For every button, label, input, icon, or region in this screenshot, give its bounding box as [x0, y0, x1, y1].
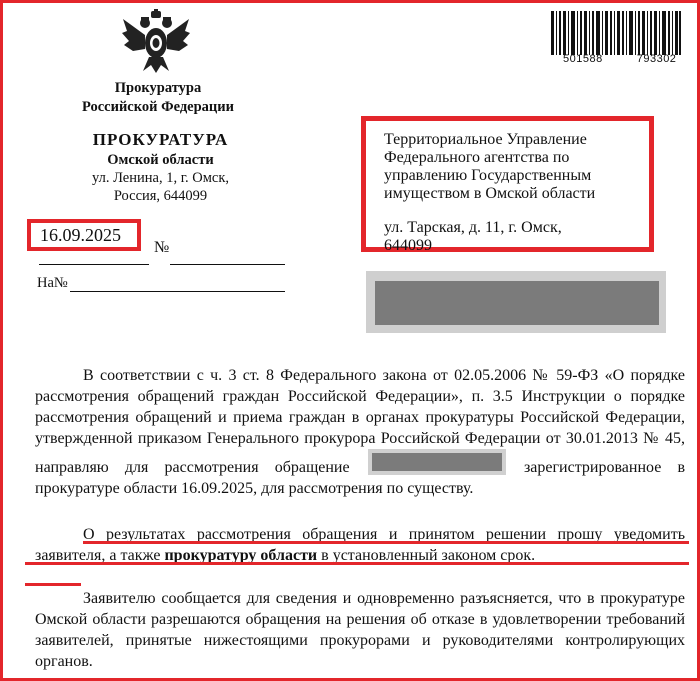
body-paragraph-3: [35, 588, 685, 672]
recipient-street: ул. Тарская, д. 11, г. Омск,: [384, 219, 562, 236]
barcode-numbers: [563, 53, 700, 65]
barcode-number-2: 793302: [636, 53, 677, 65]
sender-address-line1: ул. Ленина, 1, г. Омск,: [91, 170, 230, 186]
document-date: 16.09.2025: [27, 219, 141, 251]
barcode-number-1: 501588: [563, 53, 603, 65]
body-p1-text-b: зарегистрированное в прокуратуре области 16.09.2025, для рассмотрения по существу.: [35, 459, 686, 497]
sender-org-line2: Российской Федерации: [81, 99, 234, 115]
body-paragraph-2: [35, 524, 685, 566]
sender-block: [43, 129, 278, 205]
barcode-icon: [551, 11, 681, 55]
body-p3-text: Заявителю сообщается для сведения и одновременно разъясняется, что в прокуратуре Омской области разрешаются обращения на решения об отказе в удовлетворении требований заявителей, принятые нижестоящими прокурорами и руководителями контролирующих органов.: [35, 590, 685, 670]
sender-header: [53, 79, 263, 117]
highlight-underline-2: [25, 562, 689, 565]
sender-region: Омской области: [107, 152, 214, 168]
body-paragraph-1: [35, 365, 685, 499]
highlight-underline-1: [83, 541, 689, 544]
highlight-underline-3: [25, 583, 81, 586]
body-p2-text-b: в установленный законом срок.: [317, 547, 536, 564]
recipient-line4: имуществом в Омской области: [384, 185, 596, 202]
sender-title: ПРОКУРАТУРА: [92, 130, 229, 149]
recipient-address: [361, 116, 654, 252]
number-label: №: [154, 239, 170, 256]
body-p1-text-a: В соответствии с ч. 3 ст. 8 Федерального закона от 02.05.2006 № 59-ФЗ «О порядке рассмотрения обращений граждан Российской Федерации», п. 3.5 Инструкции о порядке рассмотрения обращений и приема граждан в органах прокуратуры Российской Федерации, утвержденной приказом Генерального прокурора Российской Федерации от 30.01.2013 № 45, направляю для рассмотрения обращение: [35, 367, 685, 476]
reply-to-underline: [70, 291, 285, 292]
redacted-block: [375, 281, 659, 325]
reply-to-label: На№: [37, 275, 68, 291]
recipient-line2: Федерального агентства по: [384, 149, 570, 166]
sender-address-line2: Россия, 644099: [113, 188, 208, 204]
body-p2-text-a: О результатах рассмотрения обращения и принятом решении прошу уведомить заявителя, а также: [35, 526, 685, 564]
date-underline: [39, 264, 149, 265]
recipient-line1: Территориальное Управление: [384, 131, 587, 148]
inline-redaction: [368, 449, 506, 475]
double-headed-eagle-icon: [121, 9, 191, 75]
body-p2-bold: прокуратуру области: [164, 547, 318, 564]
recipient-line3: управлению Государственным: [384, 167, 592, 184]
sender-org-line1: Прокуратура: [114, 80, 202, 96]
number-underline: [170, 264, 285, 265]
recipient-zip: 644099: [384, 237, 432, 254]
